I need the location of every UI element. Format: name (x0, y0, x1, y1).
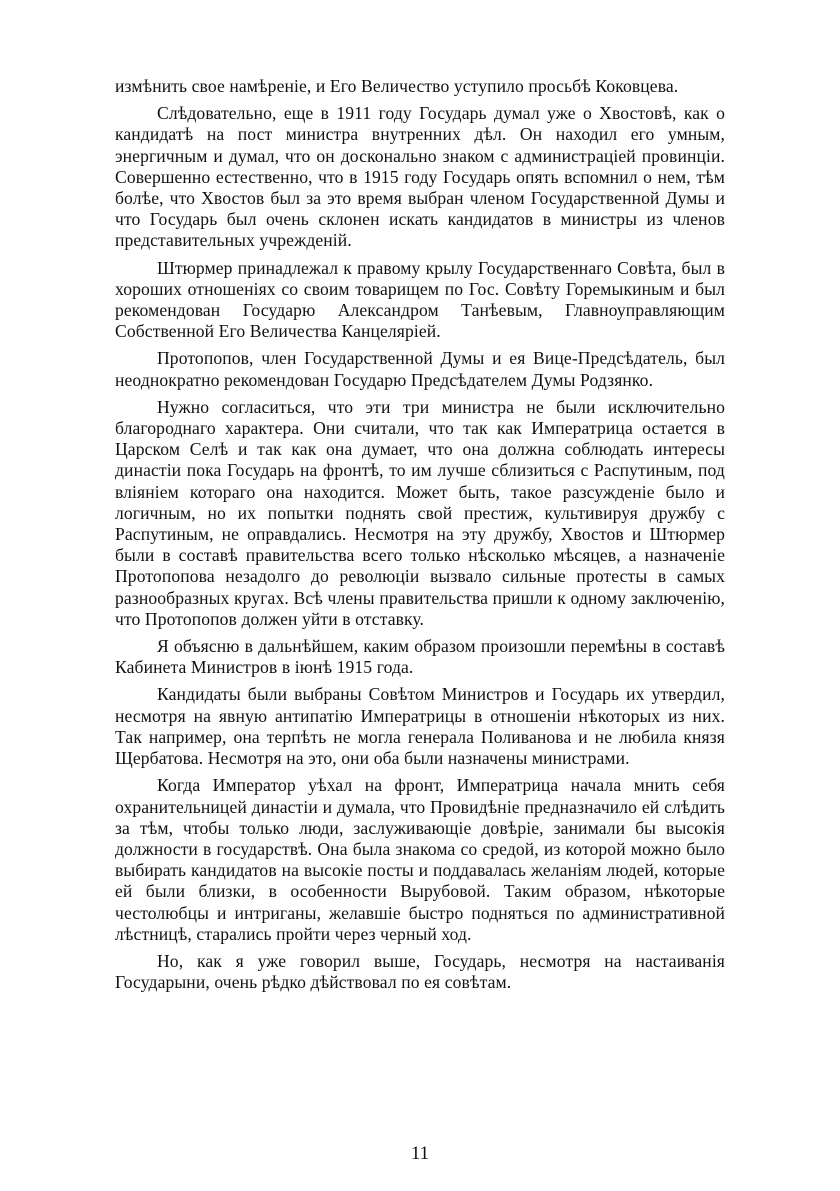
body-text (115, 76, 725, 993)
paragraph-continuation: измѣнить свое намѣреніе, и Его Величество уступило просьбѣ Коковцева. (115, 76, 679, 96)
paragraph: Но, как я уже говорил выше, Государь, несмотря на настаиванія Государыни, очень рѣдко дѣйствовал по ея совѣтам. (115, 950, 725, 993)
paragraph: Кандидаты были выбраны Совѣтом Министров и Государь их утвердил, несмотря на явную антипатію Императрицы в отношеніи нѣкоторых из них. Так например, она терпѣть не могла генерала Поливанова и не любила князя Щербатова. Несмотря на это, они оба были назначены министрами. (115, 684, 725, 769)
paragraph: Штюрмер принадлежал к правому крылу Государственнаго Совѣта, был в хороших отношеніях со своим товарищем по Гос. Совѣту Горемыкиным и был рекомендован Государю Александром Танѣевым, Главноуправляющим Собственной Его Величества Канцеляріей. (115, 257, 725, 342)
paragraph: Я объясню в дальнѣйшем, каким образом произошли перемѣны в составѣ Кабинета Министров в іюнѣ 1915 года. (115, 636, 725, 678)
page-number: 11 (410, 1143, 430, 1164)
paragraph: Протопопов, член Государственной Думы и ея Вице-Предсѣдатель, был неоднократно рекомендован Государю Предсѣдателем Думы Родзянко. (115, 348, 725, 390)
paragraph: Нужно согласиться, что эти три министра не были исключительно благороднаго характера. Они считали, что так как Императрица остается в Царском Селѣ и так как она думает, что она должна соблюдать интересы династіи пока Государь на фронтѣ, то им лучше сблизиться с Распутиным, под вліяніем котораго она находится. Может быть, такое разсужденіе было и логичным, но их попытки поднять свой престиж, культивируя дружбу с Распутиным, не оправдались. Несмотря на эту дружбу, Хвостов и Штюрмер были в составѣ правительства всего только нѣсколько мѣсяцев, а назначеніе Протопопова незадолго до революціи вызвало сильные протесты в самых разнообразных кругах. Всѣ члены правительства пришли к одному заключенію, что Протопопов должен уйти в отставку. (115, 396, 725, 629)
paragraph: Когда Император уѣхал на фронт, Императрица начала мнить себя охранительницей династіи и думала, что Провидѣніе предназначило ей слѣдить за тѣм, чтобы только люди, заслуживающіе довѣріе, занимали бы высокія должности в государствѣ. Она была знакома со средой, из которой можно было выбирать кандидатов на высокіе посты и поддавалась желаніям людей, которые ей были близки, в особенности Вырубовой. Таким образом, нѣкоторые честолюбцы и интриганы, желавшіе быстро подняться по административной лѣстницѣ, старались пройти через черный ход. (115, 775, 725, 944)
paragraph: Слѣдовательно, еще в 1911 году Государь думал уже о Хвостовѣ, как о кандидатѣ на пост министра внутренних дѣл. Он находил его умным, энергичным и думал, что он досконально знаком с администраціей провинціи. Совершенно естественно, что в 1915 году Государь опять вспомнил о нем, тѣм болѣе, что Хвостов был за это время выбран членом Государственной Думы и что Государь был очень склонен искать кандидатов в министры из членов представительных учрежденій. (115, 103, 725, 251)
